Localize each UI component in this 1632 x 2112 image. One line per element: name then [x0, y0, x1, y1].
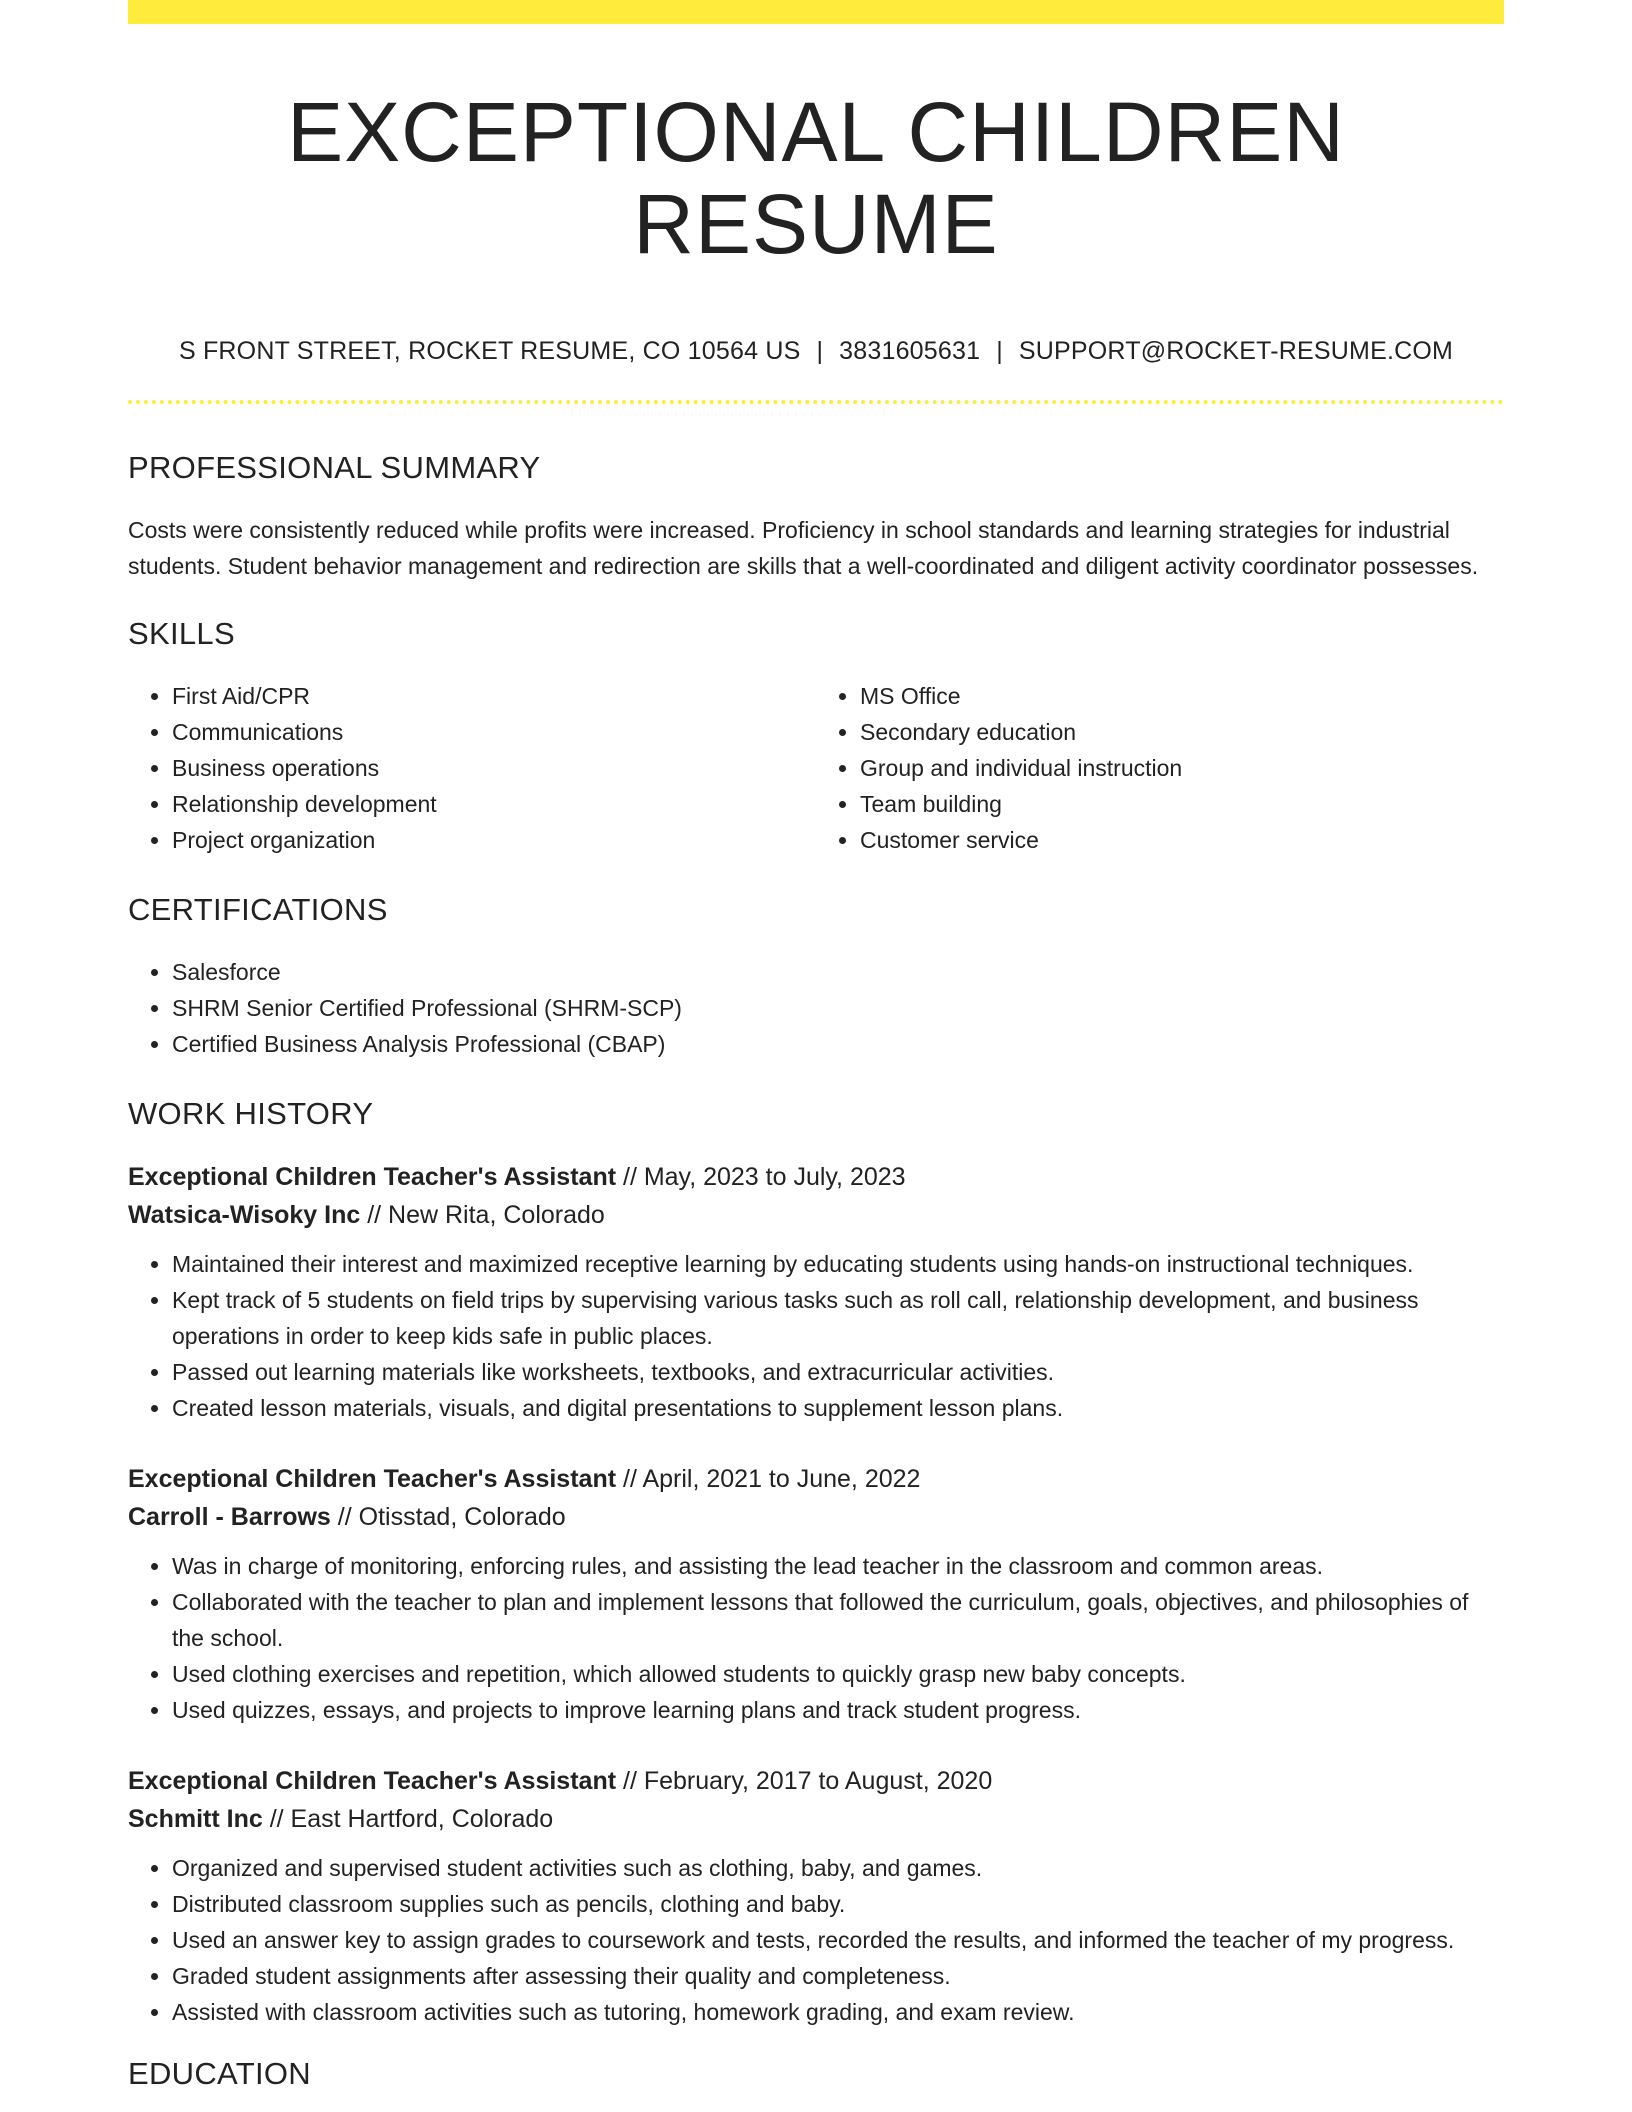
- job-location: // New Rita, Colorado: [360, 1200, 605, 1229]
- contact-separator: |: [996, 336, 1003, 365]
- job-dates: // April, 2021 to June, 2022: [616, 1464, 921, 1493]
- job-bullet: • Graded student assignments after assessing their quality and completeness.: [172, 1958, 1504, 1994]
- skills-list-right: [816, 678, 1504, 858]
- job-dates: // May, 2023 to July, 2023: [616, 1162, 906, 1191]
- job-dates: // February, 2017 to August, 2020: [616, 1766, 993, 1795]
- skill-item: • Group and individual instruction: [860, 750, 1504, 786]
- job-bullet: • Distributed classroom supplies such as pencils, clothing and baby.: [172, 1886, 1504, 1922]
- job-bullet: • Kept track of 5 students on field trips by supervising various tasks such as roll call, relationship development, and business operations in order to keep kids safe in public places.: [172, 1282, 1504, 1354]
- job-entry: [128, 1158, 1504, 1426]
- certification-item: • Certified Business Analysis Professional (CBAP): [172, 1026, 1504, 1062]
- job-bullet: • Was in charge of monitoring, enforcing rules, and assisting the lead teacher in the classroom and common areas.: [172, 1548, 1504, 1584]
- skill-item: • Communications: [172, 714, 816, 750]
- resume-page: [128, 0, 1504, 2092]
- job-bullet: • Assisted with classroom activities such as tutoring, homework grading, and exam review.: [172, 1994, 1504, 2030]
- job-bullet: • Passed out learning materials like worksheets, textbooks, and extracurricular activities.: [172, 1354, 1504, 1390]
- job-bullet-list: [128, 1246, 1504, 1426]
- job-bullet: • Used quizzes, essays, and projects to improve learning plans and track student progress.: [172, 1692, 1504, 1728]
- skill-item: • Secondary education: [860, 714, 1504, 750]
- contact-line: [128, 337, 1504, 366]
- skill-item: • Relationship development: [172, 786, 816, 822]
- skills-list-left: [128, 678, 816, 858]
- job-bullet: • Organized and supervised student activities such as clothing, baby, and games.: [172, 1850, 1504, 1886]
- job-role-line: [128, 1158, 1504, 1196]
- job-entry: [128, 1762, 1504, 2030]
- job-bullet: • Used an answer key to assign grades to coursework and tests, recorded the results, and informed the teacher of my progress.: [172, 1922, 1504, 1958]
- job-company-line: [128, 1196, 1504, 1234]
- job-company: Carroll - Barrows: [128, 1502, 331, 1531]
- top-accent-bar: [128, 0, 1504, 24]
- job-bullet-list: [128, 1850, 1504, 2030]
- summary-text: Costs were consistently reduced while profits were increased. Proficiency in school standards and learning strategies for industrial students. Student behavior management and redirection are skills that a well-coordinated and diligent activity coordinator possesses.: [128, 516, 1479, 579]
- skill-item: • First Aid/CPR: [172, 678, 816, 714]
- job-company: Watsica-Wisoky Inc: [128, 1200, 361, 1229]
- skill-item: • Customer service: [860, 822, 1504, 858]
- skill-item: • MS Office: [860, 678, 1504, 714]
- contact-separator: |: [816, 336, 824, 365]
- job-role: Exceptional Children Teacher's Assistant: [128, 1766, 617, 1795]
- job-bullet: • Used clothing exercises and repetition, which allowed students to quickly grasp new baby concepts.: [172, 1656, 1504, 1692]
- skills-grid: [128, 678, 1504, 858]
- job-bullet: • Created lesson materials, visuals, and digital presentations to supplement lesson plans.: [172, 1390, 1504, 1426]
- job-bullet: • Collaborated with the teacher to plan and implement lessons that followed the curriculum, goals, objectives, and philosophies of the school.: [172, 1584, 1504, 1656]
- job-role: Exceptional Children Teacher's Assistant: [128, 1162, 617, 1191]
- summary-heading: PROFESSIONAL SUMMARY: [128, 449, 541, 485]
- job-bullet-list: [128, 1548, 1504, 1728]
- job-company-line: [128, 1498, 1504, 1536]
- skill-item: • Business operations: [172, 750, 816, 786]
- certifications-list: [128, 954, 1504, 1062]
- contact-email[interactable]: SUPPORT@ROCKET-RESUME.COM: [1018, 336, 1454, 365]
- job-role-line: [128, 1762, 1504, 1800]
- skill-item: • Team building: [860, 786, 1504, 822]
- job-company-line: [128, 1800, 1504, 1838]
- job-bullet: • Maintained their interest and maximized receptive learning by educating students using hands-on instructional techniques.: [172, 1246, 1504, 1282]
- header-divider: [128, 400, 1504, 404]
- skill-item: • Project organization: [172, 822, 816, 858]
- skills-heading: SKILLS: [128, 615, 235, 651]
- job-entry: [128, 1460, 1504, 1728]
- resume-title: EXCEPTIONAL CHILDREN RESUME: [287, 85, 1345, 272]
- work-history-heading: WORK HISTORY: [128, 1095, 374, 1131]
- certifications-heading: CERTIFICATIONS: [128, 891, 388, 927]
- certification-item: • SHRM Senior Certified Professional (SHRM-SCP): [172, 990, 1504, 1026]
- contact-phone: 3831605631: [839, 336, 981, 365]
- job-role: Exceptional Children Teacher's Assistant: [128, 1464, 617, 1493]
- job-role-line: [128, 1460, 1504, 1498]
- job-location: // East Hartford, Colorado: [262, 1804, 554, 1833]
- education-heading: EDUCATION: [128, 2055, 311, 2091]
- contact-address: S FRONT STREET, ROCKET RESUME, CO 10564 US: [178, 336, 801, 365]
- job-company: Schmitt Inc: [128, 1804, 263, 1833]
- job-location: // Otisstad, Colorado: [330, 1502, 566, 1531]
- certification-item: • Salesforce: [172, 954, 1504, 990]
